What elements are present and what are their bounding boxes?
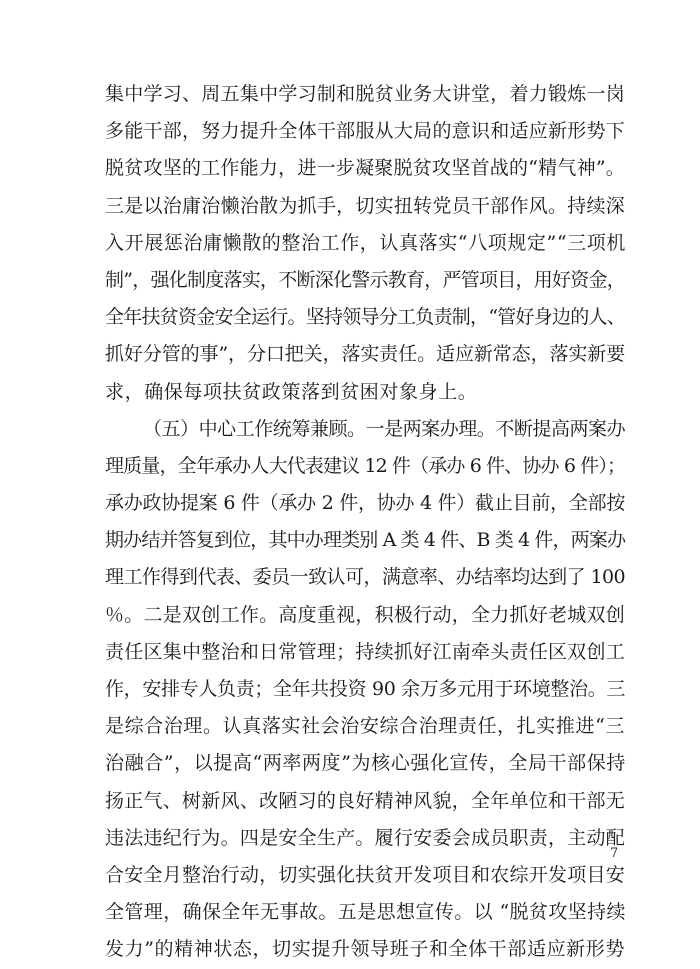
text-line: 求，确保每项扶贫政策落到贫困对象身上。 [105, 380, 478, 403]
text-line: 期办结并答复到位，其中办理类别 A 类 4 件、B 类 4 件，两案办 [105, 529, 625, 552]
text-line: 合安全月整治行动，切实强化扶贫开发项目和农综开发项目安 [105, 863, 625, 886]
text-line: 违法违纪行为。四是安全生产。履行安委会成员职责，主动配 [105, 826, 625, 849]
section-heading-line: （五）中心工作统筹兼顾。一是两案办理。不断提高两案办 [143, 417, 625, 440]
text-line: 理工作得到代表、委员一致认可，满意率、办结率均达到了 100 [105, 566, 625, 589]
text-line: 全年扶贫资金安全运行。坚持领导分工负责制，“管好身边的人、 [105, 306, 625, 329]
text-line: ％。二是双创工作。高度重视，积极行动，全力抓好老城双创 [105, 603, 625, 626]
text-line: 责任区集中整治和日常管理；持续抓好江南牵头责任区双创工 [105, 640, 625, 663]
body-text [105, 76, 625, 969]
text-line: 发力”的精神状态，切实提升领导班子和全体干部适应新形势 [105, 938, 625, 961]
text-line: 是综合治理。认真落实社会治安综合治理责任，扎实推进“三 [105, 715, 625, 738]
page-number: 7 [610, 846, 619, 861]
text-line: 理质量，全年承办人大代表建议 12 件（承办 6 件、协办 6 件）； [105, 454, 625, 477]
text-line: 入开展惩治庸懒散的整治工作，认真落实“八项规定”“三项机 [105, 231, 626, 254]
text-line: 作，安排专人负责；全年共投资 90 余万多元用于环境整治。三 [105, 678, 625, 700]
text-line: 三是以治庸治懒治散为抓手，切实扭转党员干部作风。持续深 [105, 194, 625, 217]
text-line: 集中学习、周五集中学习制和脱贫业务大讲堂，着力锻炼一岗 [105, 83, 625, 105]
text-line: 多能干部，努力提升全体干部服从大局的意识和适应新形势下 [105, 120, 625, 143]
text-line: 全管理，确保全年无事故。五是思想宣传。以 “脱贫攻坚持续 [105, 901, 626, 924]
text-line: 承办政协提案 6 件（承办 2 件，协办 4 件）截止目前，全部按 [105, 492, 625, 515]
text-line: 抓好分管的事”，分口把关，落实责任。适应新常态，落实新要 [105, 343, 625, 366]
text-line: 治融合”，以提高“两率两度”为核心强化宣传，全局干部保持 [105, 752, 626, 775]
text-line: 制”，强化制度落实，不断深化警示教育，严管项目，用好资金， [105, 268, 625, 291]
text-line: 扬正气、树新风、改陋习的良好精神风貌，全年单位和干部无 [105, 789, 625, 812]
text-line: 脱贫攻坚的工作能力，进一步凝聚脱贫攻坚首战的“精气神”。 [105, 157, 625, 180]
